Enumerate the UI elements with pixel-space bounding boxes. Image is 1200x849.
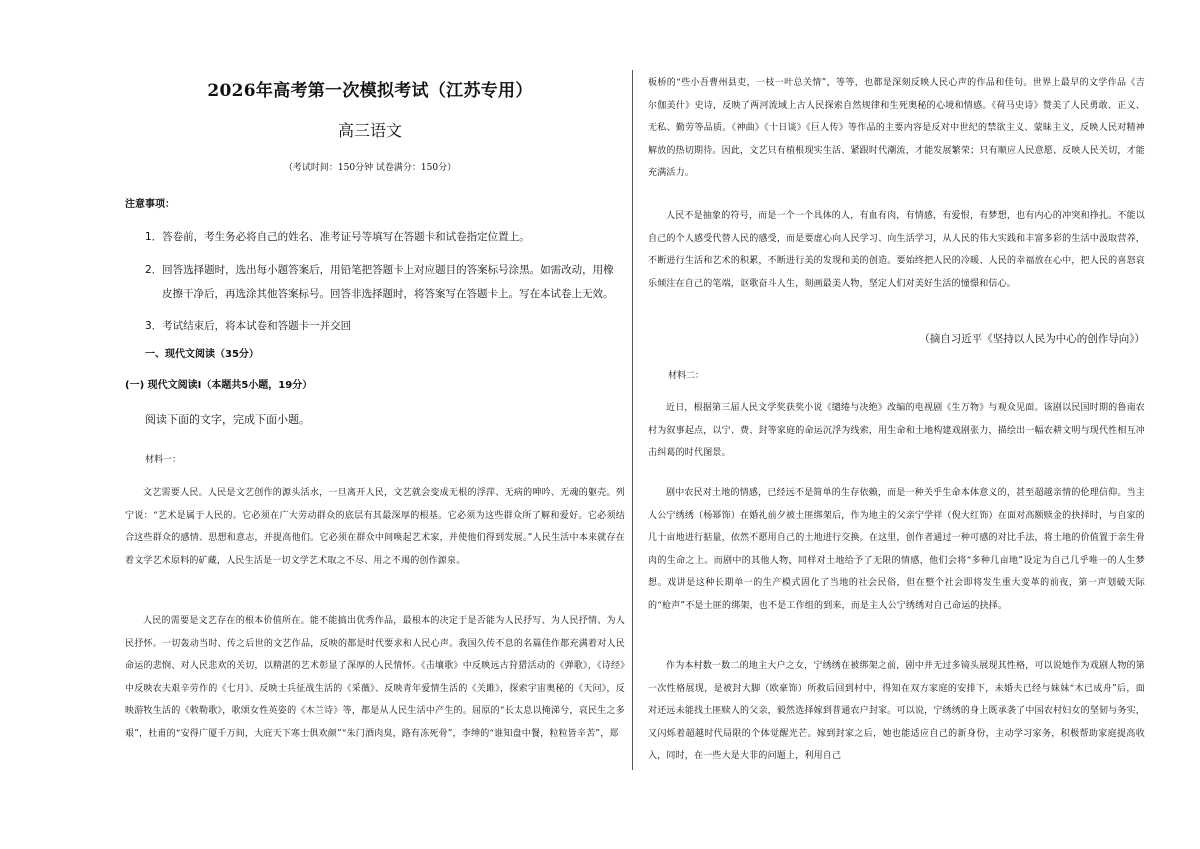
exam-subject: 高三语文 bbox=[337, 121, 402, 140]
notice-item-3: 3．考试结束后，将本试卷和答题卡一并交回 bbox=[145, 320, 352, 332]
material1-label: 材料一： bbox=[145, 455, 182, 465]
material1-source: （摘自习近平《坚持以人民为中心的创作导向》） bbox=[919, 333, 1145, 345]
material1-paragraph-1: 文艺需要人民。人民是文艺创作的源头活水，一旦离开人民，文艺就会变成无根的浮萍、无病的呻吟、无魂的躯壳。列宁说：“艺术是属于人民的。它必须在广大劳动群众的底层有其最深厚的根基。它必须为这些群众所了解和爱好。它必须结合这些群众的感情、思想和意志，并提高他们。它必须在群众中间唤起艺术家，并使他们得到发展。”人民生活中本来就存在着文学艺术原料的矿藏，人民生活是一切文学艺术取之不尽、用之不竭的创作源泉。 bbox=[125, 488, 625, 566]
notice-heading: 注意事项： bbox=[125, 199, 175, 210]
notice-item-1: 1．答卷前，考生务必将自己的姓名、准考证号等填写在答题卡和试卷指定位置上。 bbox=[145, 231, 530, 243]
material2-paragraph-3: 作为本村数一数二的地主大户之女，宁绣绣在被绑架之前，剧中并无过多镜头展现其性格，可以说她作为戏剧人物的第一次性格展现，是被封大脚（欧豪饰）所救后回到村中，得知在双方家庭的安排下，未婚夫已经与妹妹“木已成舟”后，面对还远未能找土匪赎人的父亲，毅然选择嫁到普通农户封家。可以说，宁绣绣的身上既承袭了中国农村妇女的坚韧与务实，又闪烁着超越时代局限的个体觉醒光芒。嫁到封家之后，她也能适应自己的新身份，主动学习家务，积极帮助家庭提高收入，同时，在一些大是大非的问题上，利用自己 bbox=[648, 661, 1145, 761]
material1-paragraph-3: 人民不是抽象的符号，而是一个一个具体的人，有血有肉，有情感，有爱恨，有梦想，也有内心的冲突和挣扎。不能以自己的个人感受代替人民的感受，而是要虚心向人民学习、向生活学习，从人民的伟大实践和丰富多彩的生活中汲取营养，不断进行生活和艺术的积累，不断进行美的发现和美的创造。要始终把人民的冷暖、人民的幸福放在心中，把人民的喜怒哀乐倾注在自己的笔端，讴歌奋斗人生，刻画最美人物，坚定人们对美好生活的憧憬和信心。 bbox=[648, 211, 1145, 289]
material1-paragraph-2: 人民的需要是文艺存在的根本价值所在。能不能搞出优秀作品，最根本的决定于是否能为人民抒写、为人民抒情、为人民抒怀。一切轰动当时、传之后世的文艺作品，反映的都是时代要求和人民心声。我国久传不息的名篇佳作都充满着对人民命运的悲悯、对人民悲欢的关切，以精湛的艺术彰显了深厚的人民情怀。《击壤歌》中反映远古狩猎活动的《弹歌》，《诗经》中反映农夫艰辛劳作的《七月》、反映士兵征战生活的《采薇》、反映青年爱情生活的《关雎》，探索宇宙奥秘的《天问》，反映游牧生活的《敕勒歌》，歌颂女性英姿的《木兰诗》等，都是从人民生活中产生的。屈原的“长太息以掩涕兮，哀民生之多艰”，杜甫的“安得广厦千万间，大庇天下寒士俱欢颜”“朱门酒肉臭，路有冻死骨”，李绅的“谁知盘中餐，粒粒皆辛苦”，郑 bbox=[125, 616, 625, 739]
material2-label: 材料二： bbox=[668, 371, 705, 381]
notice-item-2-line2: 皮擦干净后，再选涂其他答案标号。回答非选择题时，将答案写在答题卡上。写在本试卷上无效。 bbox=[162, 288, 614, 300]
reading-instruction: 阅读下面的文字，完成下面小题。 bbox=[145, 413, 310, 426]
notice-item-2 bbox=[145, 258, 625, 306]
section-heading: 一、现代文阅读（35分） bbox=[145, 349, 259, 360]
material1-paragraph-2-continued: 板桥的“些小吾曹州县吏，一枝一叶总关情”，等等，也都是深刻反映人民心声的作品和佳句。世界上最早的文学作品《吉尔伽美什》史诗，反映了两河流域上古人民探索自然规律和生死奥秘的心境和情感。《荷马史诗》赞美了人民勇敢、正义、无私、勤劳等品质。《神曲》《十日谈》《巨人传》等作品的主要内容是反对中世纪的禁欲主义、蒙昧主义，反映人民对精神解放的热切期待。因此，文艺只有植根现实生活、紧跟时代潮流，才能发展繁荣；只有顺应人民意愿、反映人民关切，才能充满活力。 bbox=[648, 78, 1145, 178]
column-divider bbox=[632, 70, 633, 770]
subsection-heading: (一) 现代文阅读Ⅰ（本题共5小题，19分） bbox=[125, 380, 313, 391]
exam-title: 2026年高考第一次模拟考试（江苏专用） bbox=[207, 81, 533, 101]
notice-item-2-line1: 2．回答选择题时，选出每小题答案后，用铅笔把答题卡上对应题目的答案标号涂黑。如需改动，用橡 bbox=[145, 264, 614, 276]
exam-info: （考试时间：150分钟 试卷满分：150分） bbox=[283, 163, 457, 173]
material2-paragraph-2: 剧中农民对土地的情感，已经远不是简单的生存依赖，而是一种关乎生命本体意义的，甚至超越亲情的伦理信仰。当主人公宁绣绣（杨幂饰）在婚礼前夕被土匪绑架后，作为地主的父亲宁学祥（倪大红饰）在面对高额赎金的抉择时，与自家的几十亩地进行掂量，依然不愿用自己的土地进行交换。在这里，创作者通过一种可感的对比手法，将土地的价值置于亲生骨肉的生命之上。而剧中的其他人物，同样对土地给予了无限的情感，他们会将“多种几亩地”设定为自己几乎唯一的人生梦想。戏讲是这种长期单一的生产模式固化了当地的社会民俗，但在整个社会即将发生重大变革的前夜，第一声划破天际的“枪声”不是土匪的绑架，也不是工作组的到来，而是主人公宁绣绣对自己命运的抉择。 bbox=[648, 488, 1145, 611]
material2-paragraph-1: 近日，根据第三届人民文学奖获奖小说《缱绻与决绝》改编的电视剧《生万物》与观众见面。该剧以民国时期的鲁南农村为叙事起点，以宁、费、封等家庭的命运沉浮为线索，用生命和土地构建戏剧张力，描绘出一幅农耕文明与现代性相互冲击纠葛的时代图景。 bbox=[648, 403, 1145, 458]
